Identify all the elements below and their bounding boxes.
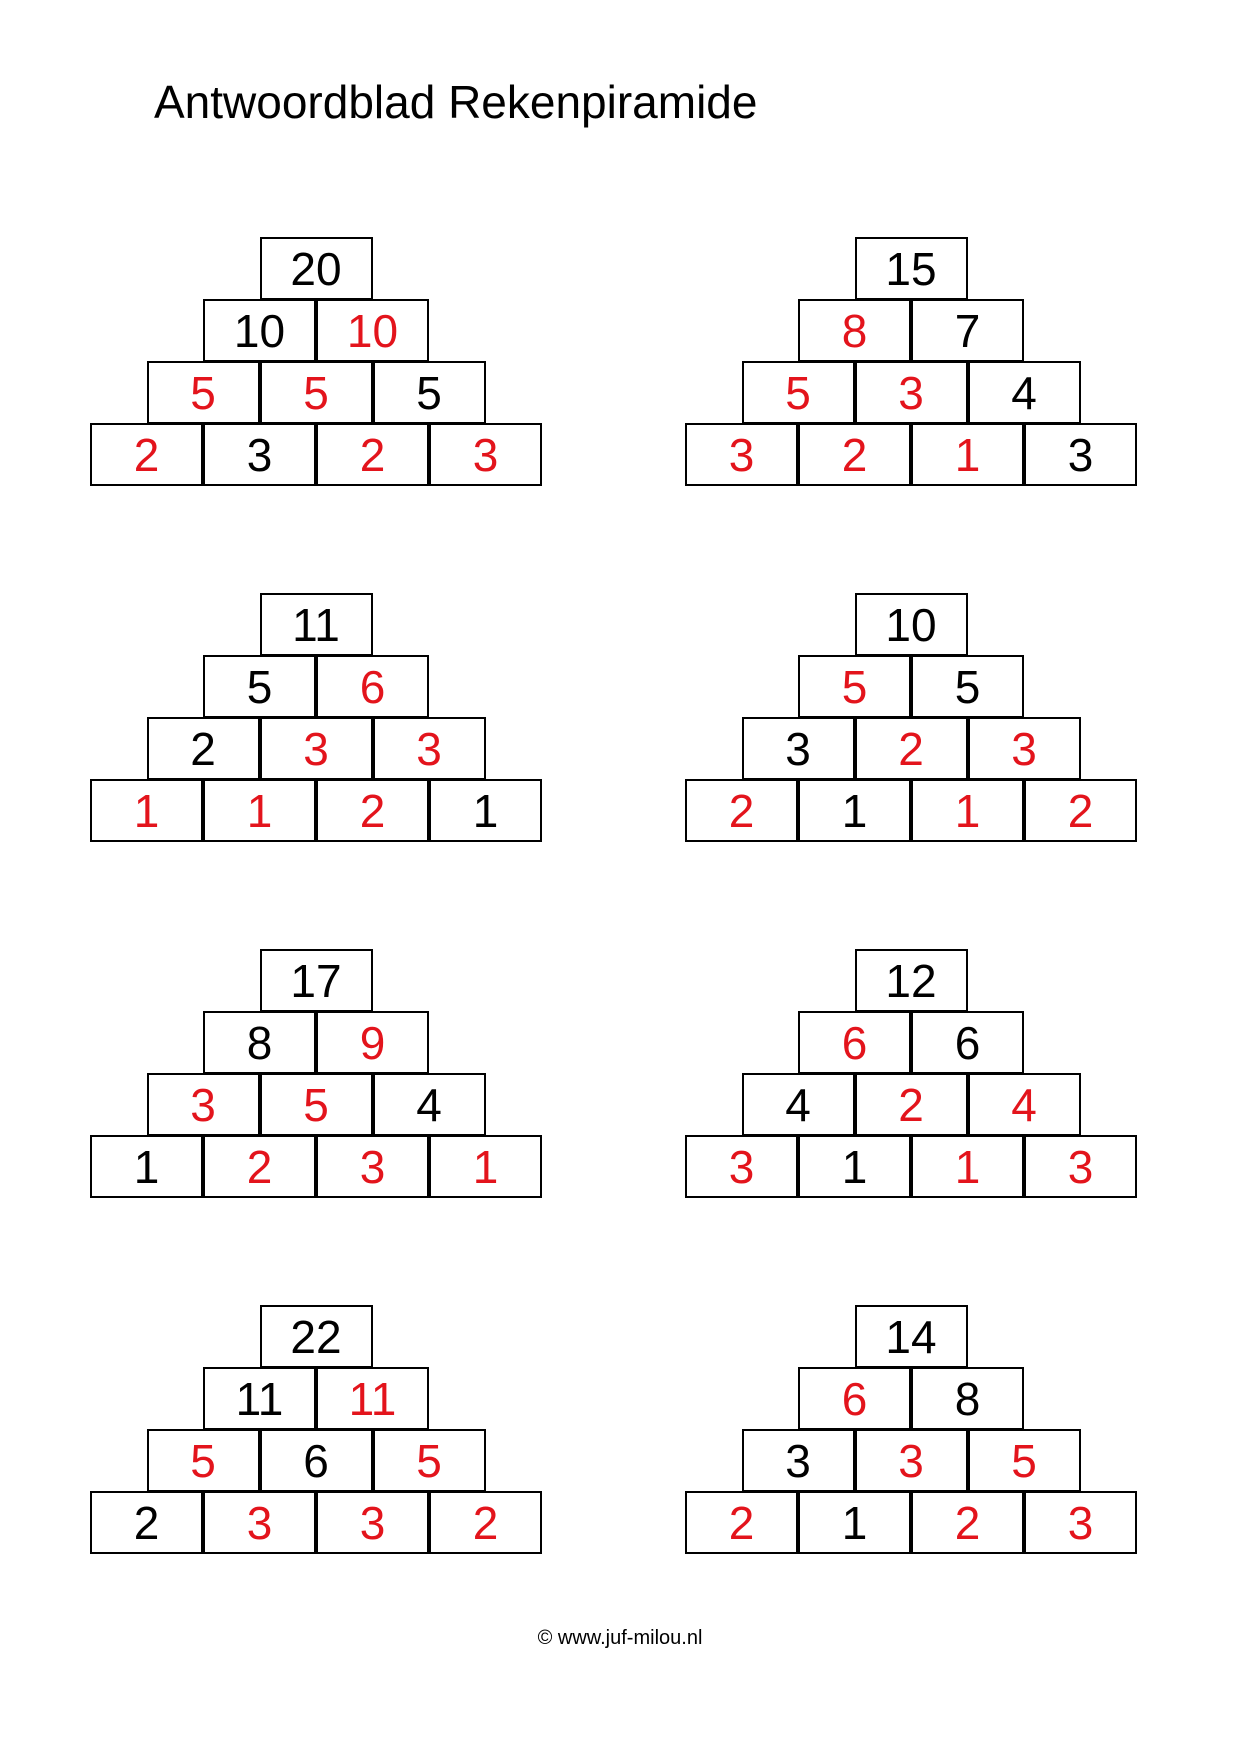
- answer-cell: 3: [203, 1491, 316, 1554]
- given-cell: 4: [373, 1073, 486, 1136]
- answer-cell: 6: [798, 1367, 911, 1430]
- given-cell: 14: [855, 1305, 968, 1368]
- given-cell: 5: [911, 655, 1024, 718]
- answer-cell: 2: [203, 1135, 316, 1198]
- given-cell: 15: [855, 237, 968, 300]
- given-cell: 20: [260, 237, 373, 300]
- pyramid-1: [90, 237, 542, 485]
- given-cell: 5: [373, 361, 486, 424]
- answer-cell: 3: [855, 361, 968, 424]
- given-cell: 1: [798, 1491, 911, 1554]
- answer-cell: 3: [260, 717, 373, 780]
- answer-cell: 5: [968, 1429, 1081, 1492]
- given-cell: 10: [855, 593, 968, 656]
- answer-cell: 6: [798, 1011, 911, 1074]
- answer-cell: 3: [316, 1135, 429, 1198]
- given-cell: 2: [147, 717, 260, 780]
- answer-cell: 3: [429, 423, 542, 486]
- answer-cell: 1: [90, 779, 203, 842]
- given-cell: 3: [742, 717, 855, 780]
- given-cell: 1: [798, 779, 911, 842]
- answer-cell: 2: [1024, 779, 1137, 842]
- answer-cell: 2: [911, 1491, 1024, 1554]
- given-cell: 6: [911, 1011, 1024, 1074]
- given-cell: 7: [911, 299, 1024, 362]
- answer-cell: 2: [316, 423, 429, 486]
- answer-cell: 2: [90, 423, 203, 486]
- answer-cell: 5: [147, 361, 260, 424]
- answer-cell: 2: [855, 1073, 968, 1136]
- given-cell: 3: [1024, 423, 1137, 486]
- answer-cell: 3: [685, 423, 798, 486]
- answer-cell: 1: [429, 1135, 542, 1198]
- given-cell: 11: [260, 593, 373, 656]
- answer-cell: 1: [203, 779, 316, 842]
- answer-cell: 2: [855, 717, 968, 780]
- answer-cell: 5: [260, 361, 373, 424]
- given-cell: 12: [855, 949, 968, 1012]
- answer-cell: 2: [798, 423, 911, 486]
- pyramid-7: [90, 1305, 542, 1553]
- given-cell: 1: [798, 1135, 911, 1198]
- given-cell: 3: [203, 423, 316, 486]
- pyramid-3: [90, 593, 542, 841]
- given-cell: 8: [203, 1011, 316, 1074]
- answer-cell: 5: [147, 1429, 260, 1492]
- answer-cell: 5: [742, 361, 855, 424]
- answer-cell: 10: [316, 299, 429, 362]
- given-cell: 11: [203, 1367, 316, 1430]
- given-cell: 22: [260, 1305, 373, 1368]
- answer-cell: 5: [373, 1429, 486, 1492]
- answer-cell: 9: [316, 1011, 429, 1074]
- answer-cell: 5: [798, 655, 911, 718]
- answer-cell: 3: [373, 717, 486, 780]
- given-cell: 2: [90, 1491, 203, 1554]
- given-cell: 1: [90, 1135, 203, 1198]
- given-cell: 1: [429, 779, 542, 842]
- given-cell: 8: [911, 1367, 1024, 1430]
- answer-cell: 3: [1024, 1135, 1137, 1198]
- given-cell: 6: [260, 1429, 373, 1492]
- answer-cell: 4: [968, 1073, 1081, 1136]
- answer-cell: 2: [429, 1491, 542, 1554]
- given-cell: 3: [742, 1429, 855, 1492]
- pyramid-2: [685, 237, 1137, 485]
- answer-cell: 6: [316, 655, 429, 718]
- answer-cell: 1: [911, 423, 1024, 486]
- given-cell: 4: [742, 1073, 855, 1136]
- pyramid-4: [685, 593, 1137, 841]
- pyramid-5: [90, 949, 542, 1197]
- answer-cell: 3: [316, 1491, 429, 1554]
- answer-cell: 1: [911, 779, 1024, 842]
- answer-cell: 2: [316, 779, 429, 842]
- answer-cell: 11: [316, 1367, 429, 1430]
- answer-cell: 3: [1024, 1491, 1137, 1554]
- answer-cell: 2: [685, 779, 798, 842]
- answer-cell: 8: [798, 299, 911, 362]
- answer-cell: 3: [685, 1135, 798, 1198]
- copyright-footer: © www.juf-milou.nl: [537, 1627, 703, 1649]
- answer-cell: 1: [911, 1135, 1024, 1198]
- answer-cell: 3: [855, 1429, 968, 1492]
- page-title: Antwoordblad Rekenpiramide: [154, 76, 758, 128]
- given-cell: 5: [203, 655, 316, 718]
- answer-cell: 2: [685, 1491, 798, 1554]
- answer-cell: 5: [260, 1073, 373, 1136]
- pyramid-6: [685, 949, 1137, 1197]
- pyramid-8: [685, 1305, 1137, 1553]
- given-cell: 4: [968, 361, 1081, 424]
- given-cell: 17: [260, 949, 373, 1012]
- answer-cell: 3: [147, 1073, 260, 1136]
- answer-cell: 3: [968, 717, 1081, 780]
- given-cell: 10: [203, 299, 316, 362]
